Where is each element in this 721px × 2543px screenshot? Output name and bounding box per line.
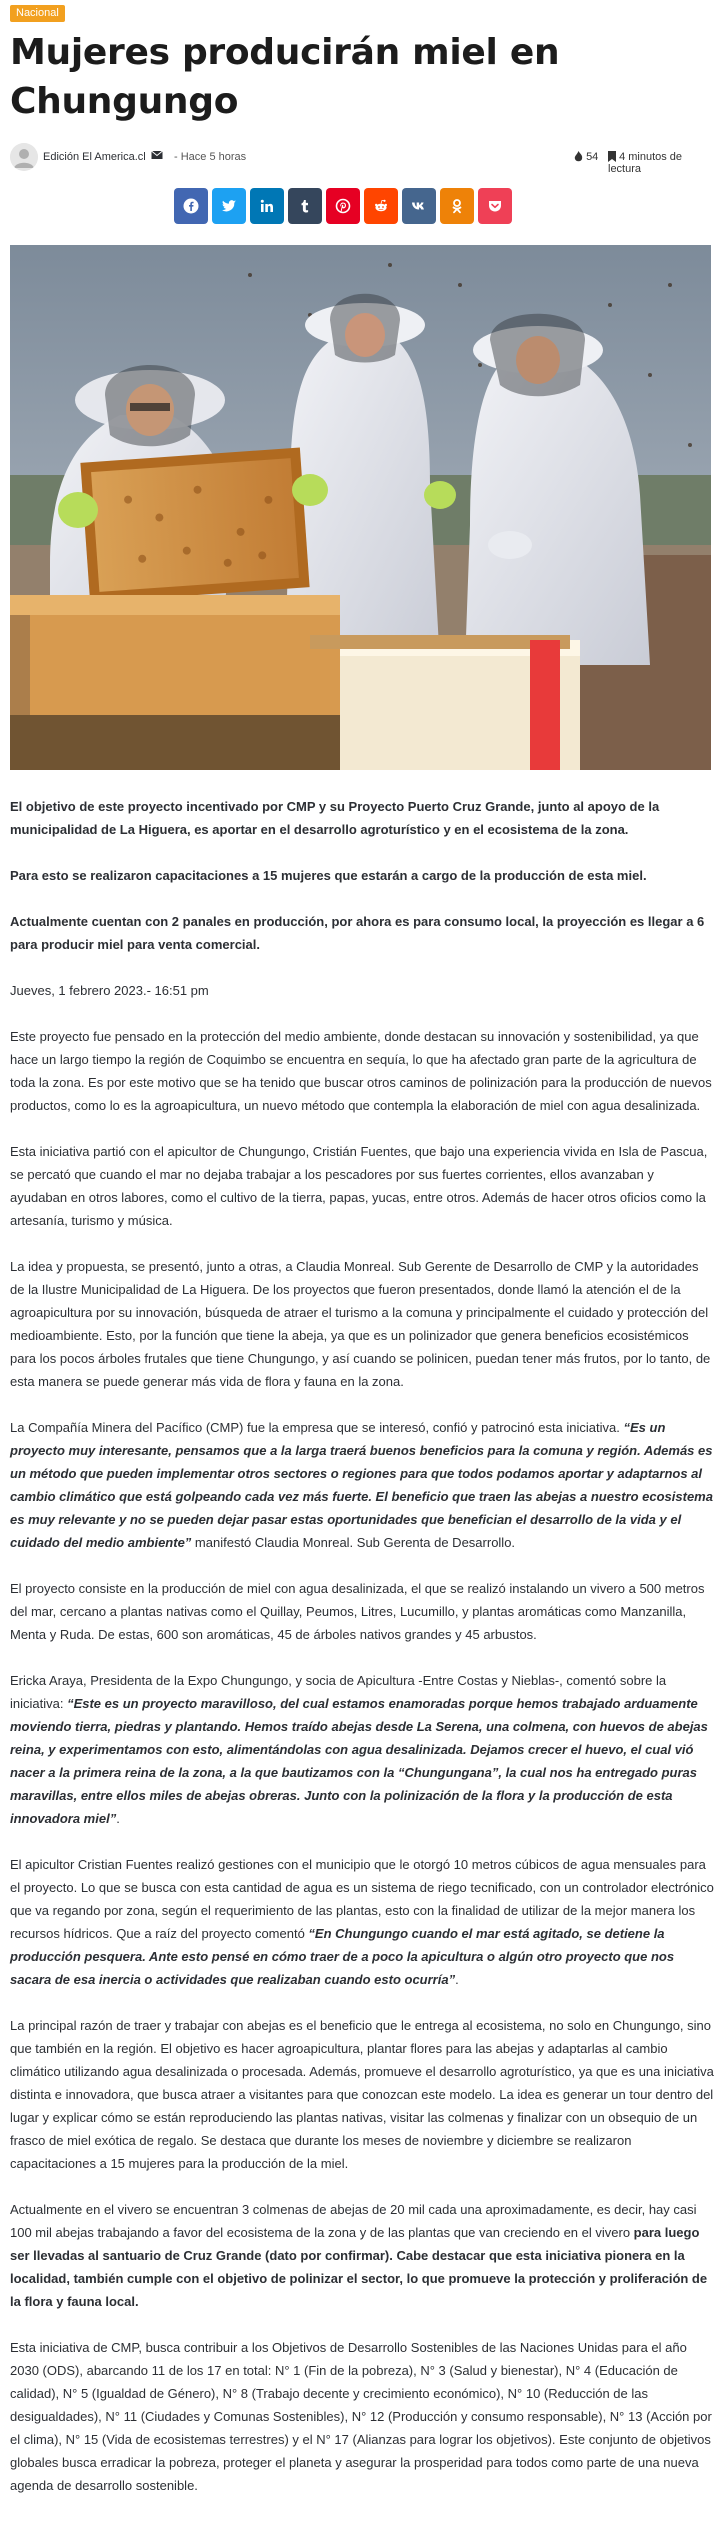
post-time <box>174 151 246 163</box>
vk-icon <box>411 198 427 214</box>
tumblr-icon <box>297 198 313 214</box>
paragraph: El proyecto consiste en la producción de miel con agua desalinizada, el que se realizó instalando un vivero a 500 metros del mar, cercano a plantas nativas como el Quillay, Peumos, Litres, Lucumillo, y plantas aromáticas como Manzanilla, Menta y Ruda. De estas, 600 son aromáticas, 45 de árboles nativos grandes y 45 arbustos. <box>10 1581 705 1642</box>
pocket-icon <box>487 198 503 214</box>
share-linkedin-button[interactable] <box>250 188 284 224</box>
share-pocket-button[interactable] <box>478 188 512 224</box>
linkedin-icon <box>259 198 275 214</box>
paragraph-panels: Actualmente cuentan con 2 panales en producción, por ahora es para consumo local, la proyección es llegar a 6 para producir miel para venta comercial. <box>10 914 705 952</box>
author-link[interactable]: Edición El America.cl <box>43 151 146 163</box>
paragraph-quote-araya: Ericka Araya, Presidenta de la Expo Chungungo, y socia de Apicultura -Entre Costas y Nieblas-, comentó sobre la iniciativa: “Este es un proyecto maravilloso, del cual estamos enamoradas porque hemos trabajado arduamente moviendo tierra, piedras y plantando. Hemos traído abejas desde La Serena, una colmena, con huevos de abejas reina, y experimentamos con esto, alimentándolas con agua desalinizada. Dejamos crecer el huevo, el cual vió nacer a la primera reina de la zona, a la que bautizamos con la “Chungungana”, la cual nos ha entregado puras maravillas, entre ellos miles de abejas obreras. Junto con la polinización de la flora y la producción de esta innovadora miel”. <box>10 1673 708 1826</box>
share-pinterest-button[interactable] <box>326 188 360 224</box>
views-value: 54 <box>586 151 599 163</box>
paragraph-hives: Actualmente en el vivero se encuentran 3 colmenas de abejas de 20 mil cada una aproximadamente, es decir, hay casi 100 mil abejas trabajando a favor del ecosistema de la zona y de las plantas que van creciendo en el vivero para luego ser llevadas al santuario de Cruz Grande (dato por confirmar). Cabe destacar que esta iniciativa pionera en la localidad, también cumple con el objetivo de polinizar el sector, lo que promueve la protección y proliferación de la flora y fauna local. <box>10 2202 708 2309</box>
user-icon <box>10 143 38 171</box>
views-count <box>574 151 598 163</box>
bookmark-icon <box>608 151 616 162</box>
share-facebook-button[interactable] <box>174 188 208 224</box>
reddit-icon <box>373 198 389 214</box>
pinterest-icon <box>335 198 351 214</box>
paragraph-quote-fuentes: El apicultor Cristian Fuentes realizó gestiones con el municipio que le otorgó 10 metros cúbicos de agua mensuales para el proyecto. Lo que se busca con esta cantidad de agua es un sistema de riego tecnificado, con un controlador electrónico que va regando por zona, según el requerimiento de las plantas, esto con la finalidad de utilizar de la mejor manera los recursos hídricos. Que a raíz del proyecto comentó “En Chungungo cuando el mar está agitado, se detiene la producción pesquera. Ante esto pensé en cómo traer de a poco la apicultura o algún otro proyecto que nos sacara de esa inercia o actividades que realizaban cuando esto ocurría”. <box>10 1857 714 1987</box>
mail-icon[interactable] <box>151 149 163 161</box>
paragraph: La principal razón de traer y trabajar con abejas es el beneficio que le entrega al ecosistema, no solo en Chungungo, sino que también en la región. El objetivo es hacer agroapicultura, plantar flores para las abejas y adaptarlas al cambio climático utilizando agua desalinizada o procesada. Además, promueve el desarrollo agroturístico, ya que es una iniciativa distinta e innovadora, que busca atraer a visitantes para que conozcan este modelo. La idea es generar un tour dentro del lugar y explicar cómo se están reproduciendo las plantas nativas, visitar las colmenas y finalizar con un obsequio de un frasco de miel exótica de regalo. Se destaca que durante los meses de noviembre y diciembre se realizaron capacitaciones a 15 mujeres para la producción de la miel. <box>10 2018 714 2171</box>
dateline: Jueves, 1 febrero 2023.- 16:51 pm <box>10 983 209 998</box>
facebook-icon <box>183 198 199 214</box>
share-vk-button[interactable] <box>402 188 436 224</box>
paragraph-ods: Esta iniciativa de CMP, busca contribuir a los Objetivos de Desarrollo Sostenibles de las Naciones Unidas para el año 2030 (ODS), abarcando 11 de los 17 en total: N° 1 (Fin de la pobreza), N° 3 (Salud y bienestar), N° 4 (Educación de calidad), N° 5 (Igualdad de Género), N° 8 (Trabajo decente y crecimiento económico), N° 10 (Reducción de las desigualdades), N° 11 (Ciudades y Comunas Sostenibles), N° 12 (Producción y consumo responsable), N° 13 (Acción por el clima), N° 15 (Vida de ecosistemas terrestres) y el N° 17 (Alianzas para lograr los objetivos). Este conjunto de objetivos globales busca erradicar la pobreza, proteger el planeta y asegurar la prosperidad para todos como parte de una nueva agenda de desarrollo sostenible. <box>10 2340 712 2493</box>
beekeepers-photo <box>10 245 711 770</box>
twitter-icon <box>221 198 237 214</box>
share-tumblr-button[interactable] <box>288 188 322 224</box>
article-body <box>10 795 714 2520</box>
paragraph-training: Para esto se realizaron capacitaciones a 15 mujeres que estarán a cargo de la producción de esta miel. <box>10 868 647 883</box>
share-reddit-button[interactable] <box>364 188 398 224</box>
avatar[interactable] <box>10 143 38 171</box>
paragraph-intro: El objetivo de este proyecto incentivado por CMP y su Proyecto Puerto Cruz Grande, junto al apoyo de la municipalidad de La Higuera, es aportar en el desarrollo agroturístico y en el ecosistema de la zona. <box>10 799 660 837</box>
time-ago: Hace 5 horas <box>180 151 247 163</box>
share-odnoklassniki-button[interactable] <box>440 188 474 224</box>
featured-image <box>10 245 711 770</box>
paragraph: Este proyecto fue pensado en la protección del medio ambiente, donde destacan su innovación y sostenibilidad, ya que hace un largo tiempo la región de Coquimbo se encuentra en sequía, lo que ha afectado gran parte de la agricultura de toda la zona. Es por este motivo que se ha tenido que buscar otros caminos de polinización para la producción de nuevos productos, como lo es la agroapicultura, un nuevo método que contempla la elaboración de miel con agua desalinizada. <box>10 1029 712 1113</box>
post-meta <box>10 143 711 175</box>
separator-dash: - <box>174 151 181 163</box>
category-badge[interactable]: Nacional <box>10 5 65 22</box>
paragraph: La idea y propuesta, se presentó, junto a otras, a Claudia Monreal. Sub Gerente de Desarrollo de CMP y la autoridades de la Ilustre Municipalidad de La Higuera. De los proyectos que fueron presentados, donde llamó la atención el de la agroapicultura por su innovación, búsqueda de atraer el turismo a la comuna y principalmente el cuidado y protección del medioambiente. Esto, por la función que tiene la abeja, ya que es un polinizador que genera beneficios ecosistémicos para los pocos árboles frutales que tiene Chungungo, y así cuando se polinicen, puedan tener más frutos, por lo tanto, de esta manera se puede generar más vida de flora y fauna en la zona. <box>10 1259 711 1389</box>
paragraph: Esta iniciativa partió con el apicultor de Chungungo, Cristián Fuentes, que bajo una experiencia vivida en Isla de Pascua, se percató que cuando el mar no dejaba trabajar a los pescadores por sus fuertes corrientes, ellos avanzaban y ayudaban en otros labores, como el cultivo de la tierra, papas, yucas, entre otros. Además de hacer otros oficios como la artesanía, turismo y música. <box>10 1144 708 1228</box>
share-twitter-button[interactable] <box>212 188 246 224</box>
paragraph-quote-monreal: La Compañía Minera del Pacífico (CMP) fue la empresa que se interesó, confió y patrocinó esta iniciativa. “Es un proyecto muy interesante, pensamos que a la larga traerá buenos beneficios para la comuna y región. Además es un método que pueden implementar otros sectores o regiones para que todos podamos aportar y adaptarnos al cambio climático que está golpeando cada vez más fuerte. El beneficio que traen las abejas a nuestro ecosistema es muy relevante y no se pueden dejar pasar estas oportunidades que benefician el desarrollo de la vida y el cuidado del medio ambiente” manifestó Claudia Monreal. Sub Gerenta de Desarrollo. <box>10 1420 713 1550</box>
odnoklassniki-icon <box>449 198 465 214</box>
page-title: Mujeres producirán miel en Chungungo <box>10 32 560 122</box>
reading-time-value: 4 minutos de lectura <box>608 151 683 175</box>
flame-icon <box>574 151 583 162</box>
reading-time <box>608 151 711 175</box>
